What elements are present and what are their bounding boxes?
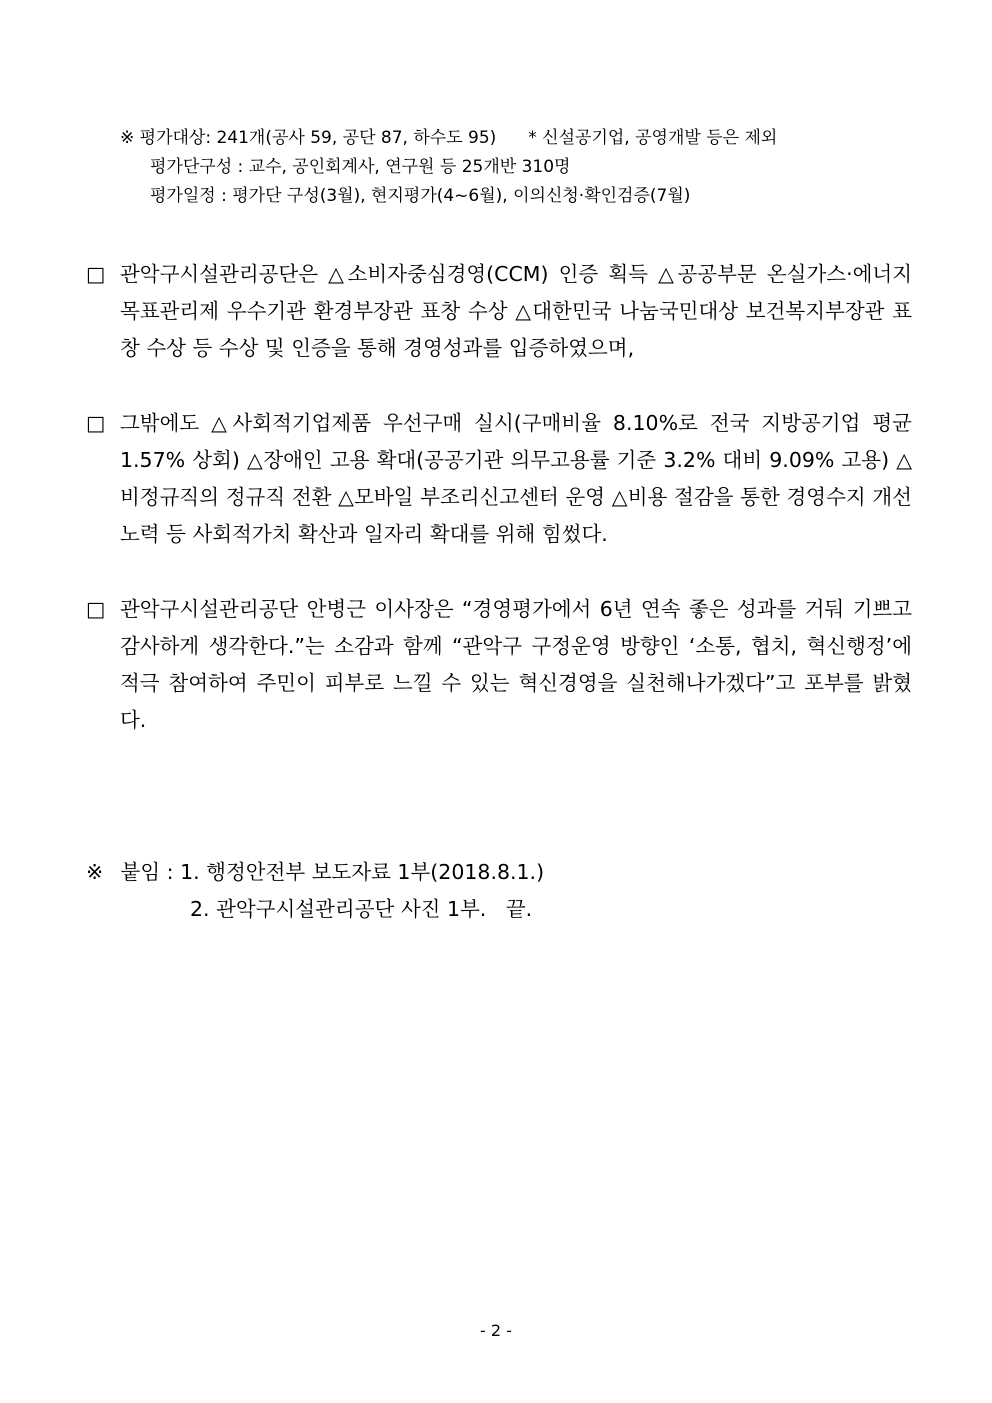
attachment-row-1 (86, 854, 906, 891)
paragraph-achievements (86, 256, 912, 367)
square-bullet-icon: □ (86, 411, 106, 435)
note-line-schedule: 평가일정 : 평가단 구성(3월), 현지평가(4~6월), 이의신청·확인검증(7월) (150, 186, 691, 206)
page-number: - 2 - (480, 1321, 512, 1340)
paragraph-text: 관악구시설관리공단 안병근 이사장은 “경영평가에서 6년 연속 좋은 성과를 거둬 기쁘고 감사하게 생각한다.”는 소감과 함께 “관악구 구정운영 방향인 ‘소통, 협치, 혁신행정’에 적극 참여하여 주민이 피부로 느낄 수 있는 혁신경영을 실천해나가겠다”고 포부를 밝혔다. (120, 597, 912, 732)
note-target-text: ※ 평가대상: 241개(공사 59, 공단 87, 하수도 95) (120, 128, 497, 148)
square-bullet-icon: □ (86, 597, 106, 621)
paragraph-social-value (86, 405, 912, 553)
evaluation-note (120, 124, 940, 211)
paragraph-chairman-remarks (86, 591, 912, 739)
attachments-label: 붙임 : (120, 860, 174, 884)
note-line-team: 평가단구성 : 교수, 공인회계사, 연구원 등 25개반 310명 (150, 157, 571, 177)
square-bullet-icon: □ (86, 262, 106, 286)
attachments-section (86, 854, 906, 928)
note-exclusion-text: * 신설공기업, 공영개발 등은 제외 (528, 128, 778, 148)
paragraph-text: 그밖에도 △사회적기업제품 우선구매 실시(구매비율 8.10%로 전국 지방공기업 평균 1.57% 상회) △장애인 고용 확대(공공기관 의무고용률 기준 3.2% 대비 9.09% 고용) △비정규직의 정규직 전환 △모바일 부조리신고센터 운영 △비용 절감을 통한 경영수지 개선노력 등 사회적가치 확산과 일자리 확대를 위해 힘썼다. (120, 411, 912, 546)
paragraph-text: 관악구시설관리공단은 △소비자중심경영(CCM) 인증 획득 △공공부문 온실가스·에너지 목표관리제 우수기관 환경부장관 표창 수상 △대한민국 나눔국민대상 보건복지부장관 표창 수상 등 수상 및 인증을 통해 경영성과를 입증하였으며, (120, 262, 912, 360)
attachment-item-press-release: 1. 행정안전부 보도자료 1부(2018.8.1.) (180, 860, 545, 884)
reference-mark-icon: ※ (86, 860, 104, 884)
attachment-item-photo: 2. 관악구시설관리공단 사진 1부. 끝. (190, 897, 533, 921)
attachment-row-2 (86, 891, 906, 928)
note-line-target (120, 124, 940, 153)
